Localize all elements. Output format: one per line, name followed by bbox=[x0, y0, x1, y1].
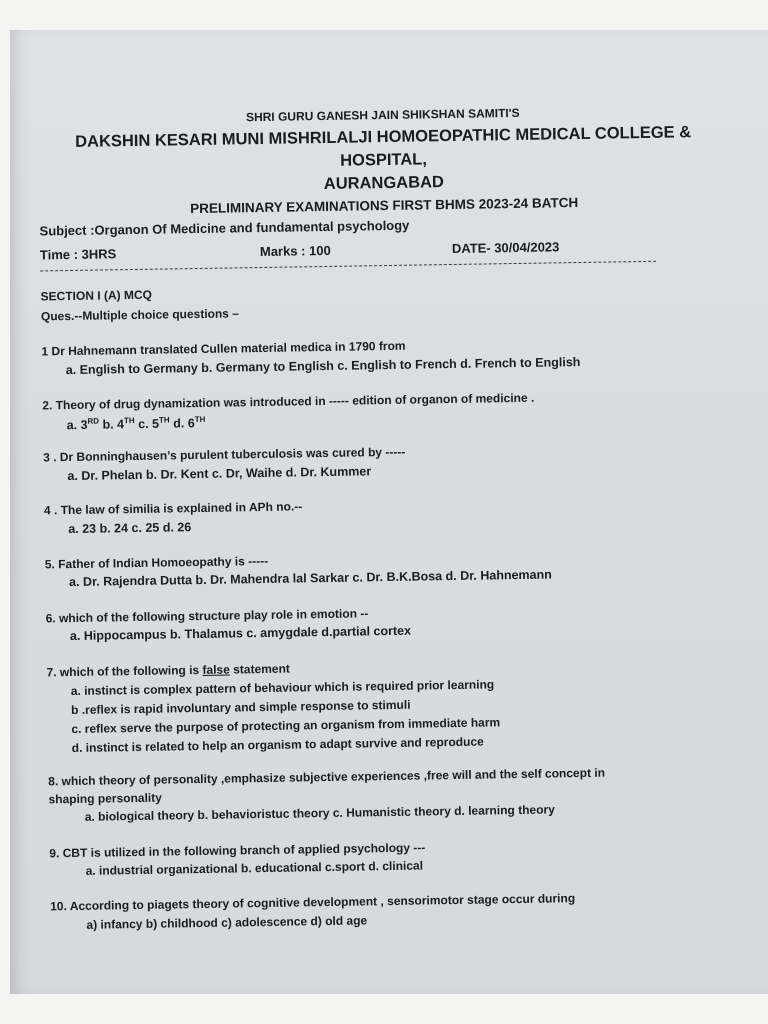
exam-title: PRELIMINARY EXAMINATIONS FIRST BHMS 2023-24 BATCH bbox=[190, 195, 579, 217]
option-d: d. 6 bbox=[169, 416, 195, 431]
question-9: 9. CBT is utilized in the following branch of applied psychology --- bbox=[49, 840, 426, 861]
time-info: Time : 3HRS bbox=[39, 246, 117, 263]
question-6: 6. which of the following structure play role in emotion -- bbox=[45, 606, 369, 626]
question-7-underlined-word: false bbox=[202, 662, 230, 677]
section-title: SECTION I (A) MCQ bbox=[40, 287, 153, 304]
marks-info: Marks : 100 bbox=[259, 242, 331, 260]
college-name-line1: DAKSHIN KESARI MUNI MISHRILALJI HOMOEOPATHIC MEDICAL COLLEGE & bbox=[75, 123, 692, 151]
question-7-option-a: a. instinct is complex pattern of behaviour which is required prior learning bbox=[70, 677, 495, 699]
option-b-suffix: TH bbox=[123, 416, 135, 426]
question-7 bbox=[46, 662, 290, 680]
question-9-options: a. industrial organizational b. educational c.sport d. clinical bbox=[85, 858, 424, 878]
question-3: 3 . Dr Bonninghausen’s purulent tuberculosis was cured by ----- bbox=[43, 444, 406, 465]
question-7-lead: 7. which of the following is bbox=[46, 662, 203, 680]
exam-sheet bbox=[10, 30, 768, 994]
trust-name: SHRI GURU GANESH JAIN SHIKSHAN SAMITI'S bbox=[245, 105, 520, 125]
question-6-options: a. Hippocampus b. Thalamus c. amygdale d.partial cortex bbox=[69, 623, 412, 644]
question-8-line2: shaping personality bbox=[48, 790, 162, 807]
question-7-option-b: b .reflex is rapid involuntary and simple response to stimuli bbox=[70, 697, 411, 718]
section-instruction: Ques.--Multiple choice questions – bbox=[40, 306, 240, 324]
date-info: DATE- 30/04/2023 bbox=[451, 239, 560, 256]
question-4: 4 . The law of similia is explained in APh no.-- bbox=[43, 499, 303, 518]
question-1: 1 Dr Hahnemann translated Cullen material medica in 1790 from bbox=[41, 338, 406, 359]
question-3-options: a. Dr. Phelan b. Dr. Kent c. Dr, Waihe d. Dr. Kummer bbox=[67, 464, 372, 484]
question-4-options: a. 23 b. 24 c. 25 d. 26 bbox=[68, 520, 192, 537]
exam-paper bbox=[10, 30, 768, 994]
subject-line: Subject :Organon Of Medicine and fundamental psychology bbox=[39, 217, 410, 239]
question-8-options: a. biological theory b. behavioristuc theory c. Humanistic theory d. learning theory bbox=[84, 802, 555, 824]
question-2-options bbox=[67, 415, 206, 432]
question-7-tail: statement bbox=[229, 661, 290, 677]
option-c-suffix: TH bbox=[158, 415, 170, 425]
question-5-options: a. Dr. Rajendra Dutta b. Dr. Mahendra lal Sarkar c. Dr. B.K.Bosa d. Dr. Hahnemann bbox=[68, 567, 552, 590]
question-7-option-d: d. instinct is related to help an organism to adapt survive and reproduce bbox=[71, 734, 484, 756]
option-b: b. 4 bbox=[98, 417, 125, 432]
question-2: 2. Theory of drug dynamization was introduced in ----- edition of organon of medicine . bbox=[42, 390, 535, 413]
option-c: c. 5 bbox=[134, 416, 160, 432]
question-10-options: a) infancy b) childhood c) adolescence d) old age bbox=[86, 913, 368, 932]
question-1-options: a. English to Germany b. Germany to English c. English to French d. French to English bbox=[65, 354, 581, 378]
question-7-option-c: c. reflex serve the purpose of protecting an organism from immediate harm bbox=[71, 715, 501, 737]
college-name-line2: HOSPITAL, bbox=[339, 150, 428, 170]
dashed-divider bbox=[40, 261, 656, 272]
option-d-suffix: TH bbox=[194, 414, 206, 425]
question-8-line1: 8. which theory of personality ,emphasize subjective experiences ,free will and the self concept in bbox=[48, 765, 606, 789]
question-10: 10. According to piagets theory of cognitive development , sensorimotor stage occur during bbox=[50, 891, 576, 914]
option-a: a. 3 bbox=[66, 417, 88, 433]
college-city: AURANGABAD bbox=[323, 173, 445, 193]
question-5: 5. Father of Indian Homoeopathy is ----- bbox=[44, 553, 269, 572]
option-a-suffix: RD bbox=[87, 416, 100, 426]
